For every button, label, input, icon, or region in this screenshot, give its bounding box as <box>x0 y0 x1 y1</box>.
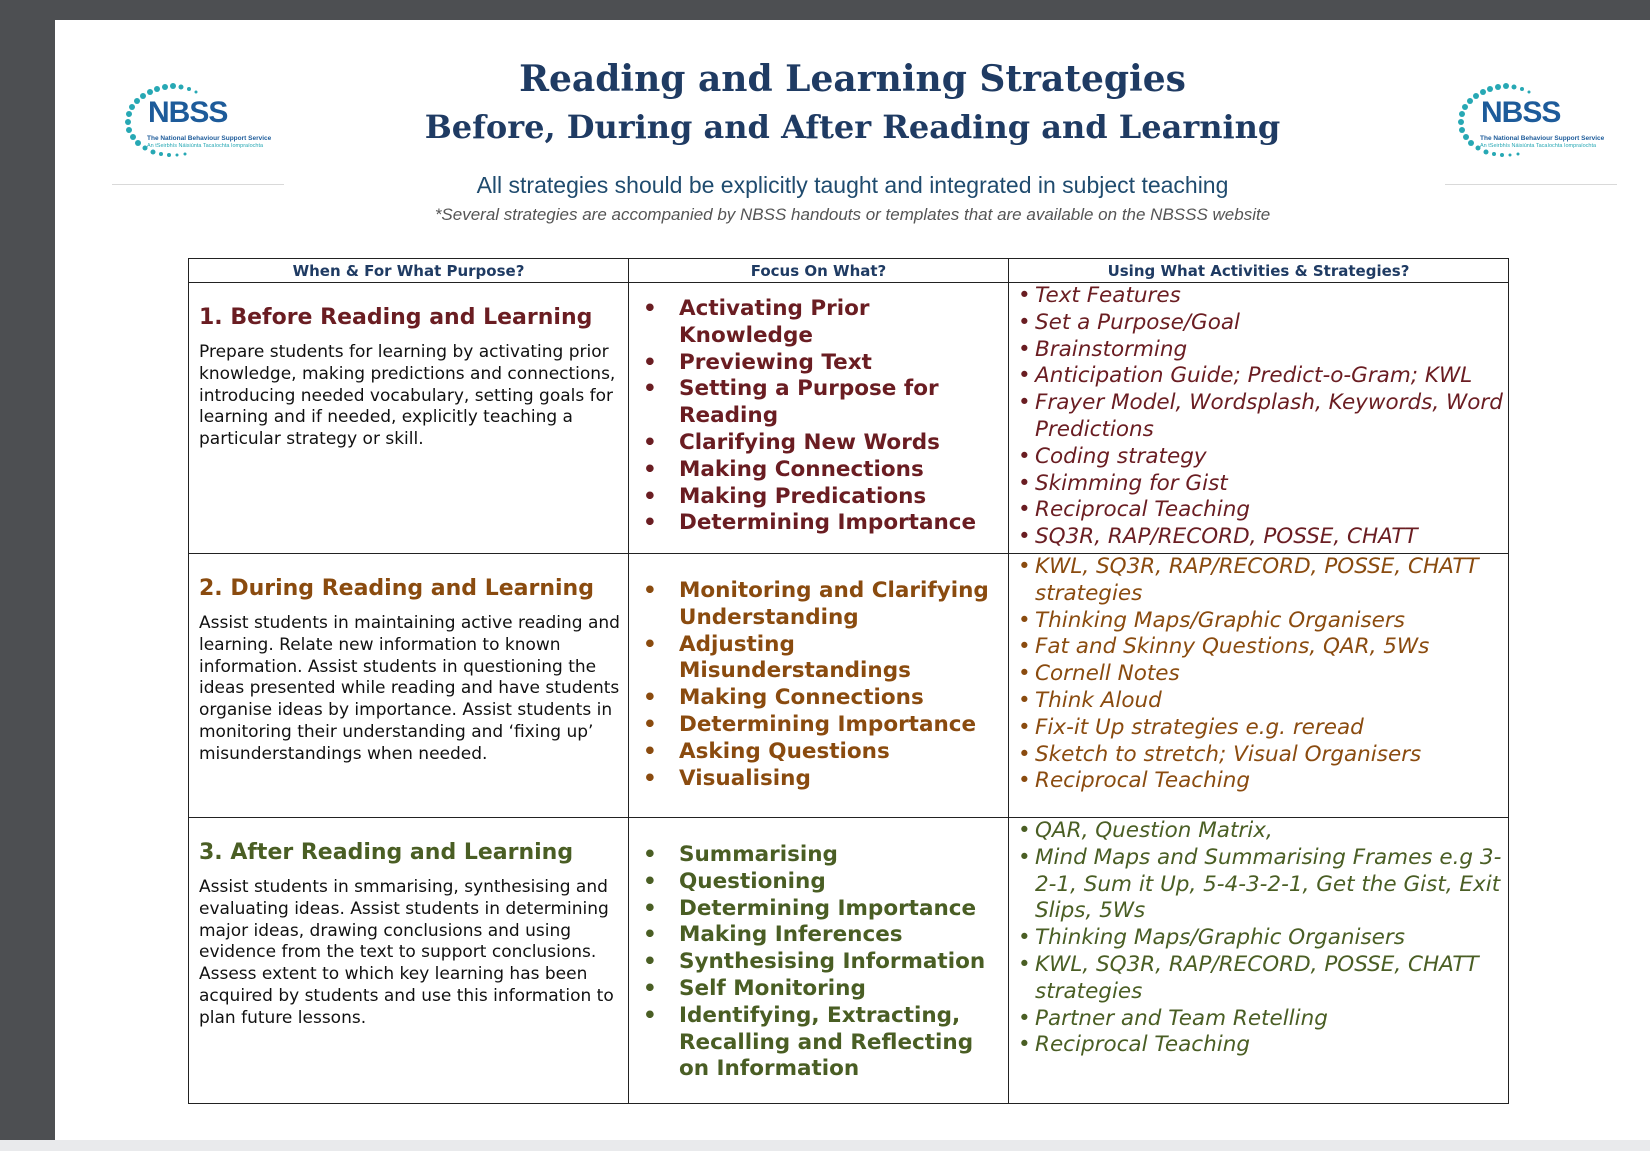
list-item: • Reciprocal Teaching <box>1009 497 1504 524</box>
focus-list <box>629 842 1008 1083</box>
section-title: 3. After Reading and Learning <box>199 840 574 865</box>
document-page <box>55 20 1650 1140</box>
logo-subtitle-irish: An tSeirbhís Náisiúnta Tacaíochta Iompraíochta <box>147 143 264 149</box>
list-item: • Making Connections <box>629 457 1004 484</box>
focus-cell <box>629 554 1009 818</box>
list-item: • Anticipation Guide; Predict-o-Gram; KWL <box>1009 363 1504 390</box>
list-item: • Activating Prior Knowledge <box>629 296 1004 350</box>
list-item: • Making Predications <box>629 484 1004 511</box>
list-item: • Brainstorming <box>1009 337 1504 364</box>
section-title: 2. During Reading and Learning <box>199 576 594 601</box>
strategies-table <box>188 258 1509 1104</box>
purpose-cell <box>189 554 629 818</box>
page-title: Reading and Learning Strategies <box>519 58 1186 100</box>
list-item: • QAR, Question Matrix, <box>1009 818 1504 845</box>
list-item: • Adjusting Misunderstandings <box>629 632 1004 686</box>
list-item: • KWL, SQ3R, RAP/RECORD, POSSE, CHATT strategies <box>1009 554 1504 608</box>
table-row-during <box>189 554 1509 818</box>
list-item: • Questioning <box>629 869 1004 896</box>
list-item: • Fat and Skinny Questions, QAR, 5Ws <box>1009 634 1504 661</box>
header-when: When & For What Purpose? <box>189 259 629 283</box>
list-item: • Self Monitoring <box>629 976 1004 1003</box>
list-item: • SQ3R, RAP/RECORD, POSSE, CHATT <box>1009 524 1504 551</box>
list-item: • Previewing Text <box>629 350 1004 377</box>
list-item: • Partner and Team Retelling <box>1009 1006 1504 1033</box>
list-item: • Reciprocal Teaching <box>1009 768 1504 795</box>
table-row-before <box>189 283 1509 554</box>
header-focus: Focus On What? <box>629 259 1009 283</box>
logo-subtitle-english: The National Behaviour Support Service <box>147 135 272 142</box>
focus-list <box>629 578 1008 792</box>
activities-cell <box>1009 554 1509 818</box>
logo-subtitle-english: The National Behaviour Support Service <box>1480 135 1605 142</box>
activities-cell <box>1009 283 1509 554</box>
page-subtitle: Before, During and After Reading and Learning <box>424 108 1281 146</box>
activities-list <box>1009 554 1508 795</box>
list-item: • Determining Importance <box>629 712 1004 739</box>
list-item: • Synthesising Information <box>629 949 1004 976</box>
list-item: • Making Inferences <box>629 922 1004 949</box>
list-item: • Determining Importance <box>629 896 1004 923</box>
purpose-cell <box>189 283 629 554</box>
purpose-cell <box>189 818 629 1104</box>
list-item: • Visualising <box>629 766 1004 793</box>
list-item: • Think Aloud <box>1009 688 1504 715</box>
list-item: • Fix-it Up strategies e.g. reread <box>1009 715 1504 742</box>
focus-cell <box>629 818 1009 1104</box>
list-item: • Monitoring and Clarifying Understanding <box>629 578 1004 632</box>
list-item: • Thinking Maps/Graphic Organisers <box>1009 608 1504 635</box>
list-item: • Clarifying New Words <box>629 430 1004 457</box>
section-title: 1. Before Reading and Learning <box>199 305 593 330</box>
focus-list <box>629 296 1008 537</box>
section-description: Assist students in maintaining active reading and learning. Relate new information to known information. Assist students in questioning the ideas presented while reading and have students organise ideas by importance. Assist students in monitoring their understanding and ‘fixing up’ misunderstandings when needed. <box>199 613 620 764</box>
list-item: • Asking Questions <box>629 739 1004 766</box>
logo-text: NBSS <box>148 96 228 129</box>
list-item: • Mind Maps and Summarising Frames e.g 3-2-1, Sum it Up, 5-4-3-2-1, Get the Gist, Exit Slips, 5Ws <box>1009 845 1504 925</box>
list-item: • Summarising <box>629 842 1004 869</box>
table-row-after <box>189 818 1509 1104</box>
logo-text: NBSS <box>1481 96 1561 129</box>
list-item: • Thinking Maps/Graphic Organisers <box>1009 925 1504 952</box>
activities-cell <box>1009 818 1509 1104</box>
viewer-bottom-strip <box>0 1140 1650 1151</box>
section-description: Prepare students for learning by activating prior knowledge, making predictions and connections, introducing needed vocabulary, setting goals for learning and if needed, explicitly teaching a particular strategy or skill. <box>199 342 616 450</box>
list-item: • Coding strategy <box>1009 444 1504 471</box>
list-item: • Skimming for Gist <box>1009 471 1504 498</box>
intro-text: All strategies should be explicitly taught and integrated in subject teaching <box>476 172 1229 198</box>
section-description: Assist students in smmarising, synthesising and evaluating ideas. Assist students in determining major ideas, drawing conclusions and using evidence from the text to support conclusions. Assess extent to which key learning has been acquired by students and use this information to plan future lessons. <box>199 877 614 1028</box>
activities-list <box>1009 818 1508 1059</box>
list-item: • Set a Purpose/Goal <box>1009 310 1504 337</box>
list-item: • Identifying, Extracting, Recalling and Reflecting on Information <box>629 1003 1004 1083</box>
list-item: • Determining Importance <box>629 510 1004 537</box>
activities-list <box>1009 283 1508 551</box>
list-item: • Text Features <box>1009 283 1504 310</box>
focus-cell <box>629 283 1009 554</box>
list-item: • KWL, SQ3R, RAP/RECORD, POSSE, CHATT strategies <box>1009 952 1504 1006</box>
logo-subtitle-irish: An tSeirbhís Náisiúnta Tacaíochta Iompraíochta <box>1480 143 1597 149</box>
list-item: • Making Connections <box>629 685 1004 712</box>
list-item: • Cornell Notes <box>1009 661 1504 688</box>
header-activities: Using What Activities & Strategies? <box>1009 259 1509 283</box>
list-item: • Reciprocal Teaching <box>1009 1032 1504 1059</box>
list-item: • Frayer Model, Wordsplash, Keywords, Word Predictions <box>1009 390 1504 444</box>
list-item: • Setting a Purpose for Reading <box>629 376 1004 430</box>
note-text: *Several strategies are accompanied by NBSS handouts or templates that are available on the NBSSS website <box>434 205 1271 224</box>
table-header-row <box>189 259 1509 283</box>
list-item: • Sketch to stretch; Visual Organisers <box>1009 742 1504 769</box>
